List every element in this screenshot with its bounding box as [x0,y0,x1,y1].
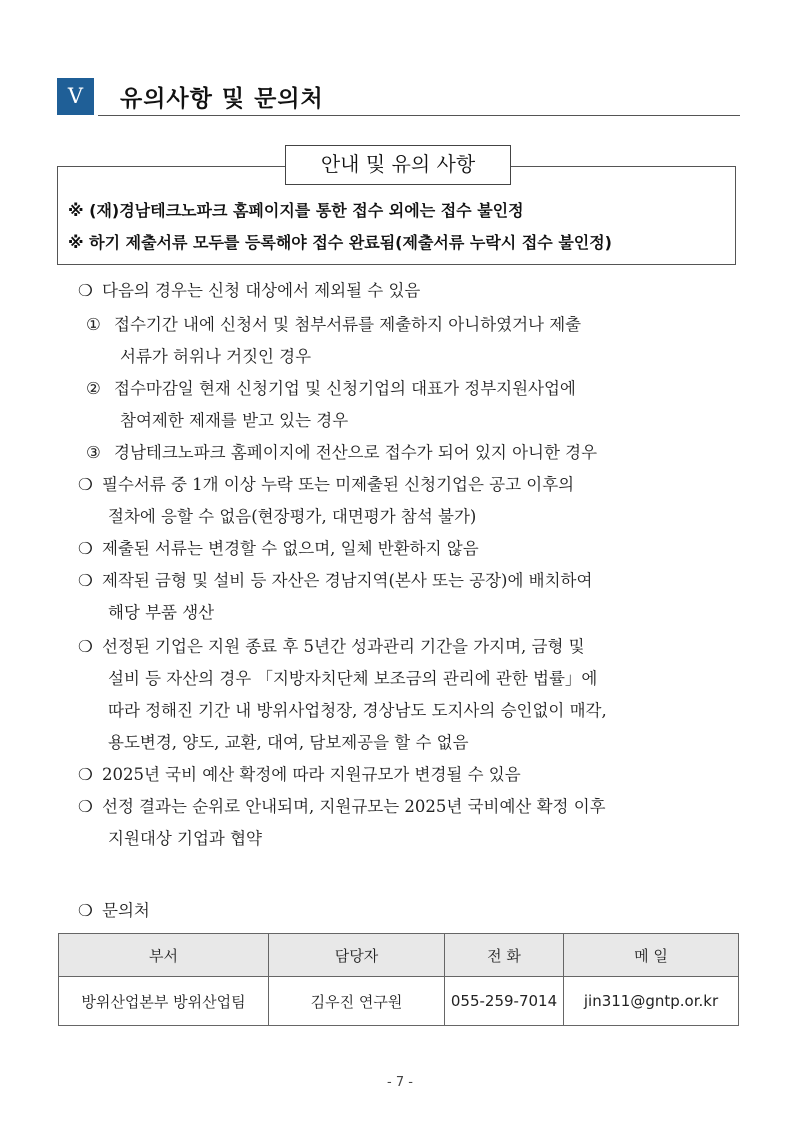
section-title: 유의사항 및 문의처 [120,86,324,112]
list-item: ❍ 선정된 기업은 지원 종료 후 5년간 성과관리 기간을 가지며, 금형 및 [78,631,585,663]
bullet-circle-icon: ❍ [78,797,93,816]
notice-line: ※ (재)경남테크노파크 홈페이지를 통한 접수 외에는 접수 불인정 [68,201,524,220]
list-item: ❍ 다음의 경우는 신청 대상에서 제외될 수 있음 [78,275,420,307]
list-item-continuation: 서류가 허위나 거짓인 경우 [120,347,312,366]
bullet-circle-icon: ❍ [78,475,93,494]
page-number: - 7 - [387,1075,413,1090]
contact-label: ❍ 문의처 [78,895,150,927]
list-item-continuation: 지원대상 기업과 협약 [108,829,262,848]
item-number: ① [86,315,101,334]
list-item: ❍ 선정 결과는 순위로 안내되며, 지원규모는 2025년 국비예산 확정 이후 [78,791,606,823]
list-item: ❍ 2025년 국비 예산 확정에 따라 지원규모가 변경될 수 있음 [78,759,521,791]
table-header-row [59,934,739,977]
sub-list-item: ① 접수기간 내에 신청서 및 첨부서류를 제출하지 아니하였거나 제출 [86,309,581,341]
list-item: ❍ 제작된 금형 및 설비 등 자산은 경남지역(본사 또는 공장)에 배치하여 [78,565,592,597]
bullet-circle-icon: ❍ [78,901,93,920]
bullet-circle-icon: ❍ [78,571,93,590]
column-header: 부서 [59,934,269,977]
list-item-continuation: 참여제한 제재를 받고 있는 경우 [120,411,349,430]
list-item: ❍ 제출된 서류는 변경할 수 없으며, 일체 반환하지 않음 [78,533,479,565]
sub-list-item: ③ 경남테크노파크 홈페이지에 전산으로 접수가 되어 있지 아니한 경우 [86,437,597,469]
list-item-continuation: 해당 부품 생산 [108,603,215,622]
bullet-circle-icon: ❍ [78,765,93,784]
contact-person-cell: 김우진 연구원 [269,977,445,1026]
bullet-circle-icon: ❍ [78,539,93,558]
column-header: 전 화 [445,934,564,977]
phone-cell: 055-259-7014 [445,977,564,1026]
bullet-circle-icon: ❍ [78,637,93,656]
list-item-continuation: 따라 정해진 기간 내 방위사업청장, 경상남도 도지사의 승인없이 매각, [108,701,607,720]
section-number: V [57,78,94,115]
table-row [59,977,739,1026]
department-cell: 방위산업본부 방위산업팀 [59,977,269,1026]
item-number: ② [86,379,101,398]
notice-line: ※ 하기 제출서류 모두를 등록해야 접수 완료됨(제출서류 누락시 접수 불인정) [68,233,612,252]
list-item-continuation: 용도변경, 양도, 교환, 대여, 담보제공을 할 수 없음 [108,733,469,752]
sub-list-item: ② 접수마감일 현재 신청기업 및 신청기업의 대표가 정부지원사업에 [86,373,576,405]
section-header [57,78,740,118]
email-cell: jin311@gntp.or.kr [564,977,739,1026]
column-header: 메 일 [564,934,739,977]
list-item-continuation: 설비 등 자산의 경우 「지방자치단체 보조금의 관리에 관한 법률」에 [108,669,598,688]
notice-title: 안내 및 유의 사항 [285,145,511,185]
column-header: 담당자 [269,934,445,977]
section-underline [98,115,740,116]
list-item: ❍ 필수서류 중 1개 이상 누락 또는 미제출된 신청기업은 공고 이후의 [78,469,574,501]
item-number: ③ [86,443,101,462]
list-item-continuation: 절차에 응할 수 없음(현장평가, 대면평가 참석 불가) [108,507,477,526]
bullet-circle-icon: ❍ [78,281,93,300]
contact-table [58,933,739,1026]
